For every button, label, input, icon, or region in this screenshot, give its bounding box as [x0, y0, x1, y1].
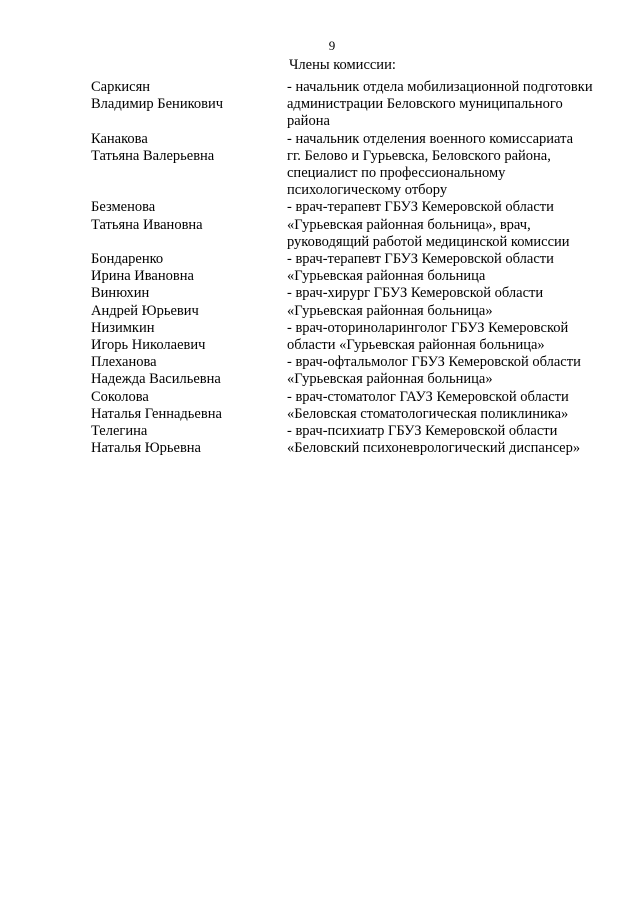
member-entry [91, 79, 626, 131]
members-list [91, 79, 626, 457]
member-name [91, 199, 287, 233]
member-name [91, 389, 287, 423]
role-line: - врач-офтальмолог ГБУЗ Кемеровской области [287, 354, 581, 371]
surname: Саркисян [91, 79, 151, 95]
member-role [287, 285, 626, 319]
member-name [91, 354, 287, 388]
member-name [91, 320, 287, 354]
member-entry [91, 354, 626, 388]
role-line: области «Гурьевская районная больница» [287, 337, 545, 354]
role-line: - начальник отдела мобилизационной подготовки [287, 79, 593, 95]
role-line: «Гурьевская районная больница [287, 268, 486, 285]
role-line: гг. Белово и Гурьевска, Беловского района, [287, 147, 551, 164]
member-role [287, 389, 626, 423]
role-line: - врач-оториноларинголог ГБУЗ Кемеровской [287, 319, 569, 336]
given-names: Владимир Беникович [91, 96, 224, 113]
given-names: Наталья Геннадьевна [91, 405, 222, 422]
member-role [287, 131, 626, 200]
given-names: Игорь Николаевич [91, 337, 206, 354]
given-names: Надежда Васильевна [91, 371, 221, 388]
member-name [91, 285, 287, 319]
given-names: Наталья Юрьевна [91, 440, 201, 457]
role-line: - врач-хирург ГБУЗ Кемеровской области [287, 285, 544, 302]
member-entry [91, 320, 626, 354]
member-entry [91, 423, 626, 457]
role-line: - врач-психиатр ГБУЗ Кемеровской области [287, 423, 558, 440]
member-role [287, 251, 626, 285]
member-name [91, 251, 287, 285]
surname: Плеханова [91, 354, 157, 371]
member-entry [91, 131, 626, 200]
role-line: «Гурьевская районная больница» [287, 302, 493, 319]
given-names: Ирина Ивановна [91, 268, 194, 285]
surname: Телегина [91, 423, 148, 440]
member-role [287, 354, 626, 388]
surname: Низимкин [91, 319, 155, 336]
role-line: администрации Беловского муниципального [287, 96, 563, 113]
role-line: - врач-терапевт ГБУЗ Кемеровской области [287, 251, 554, 268]
member-entry [91, 285, 626, 319]
surname: Безменова [91, 199, 156, 216]
role-line: «Беловский психоневрологический диспансер» [287, 440, 581, 457]
role-line: - врач-терапевт ГБУЗ Кемеровской области [287, 199, 554, 216]
given-names: Татьяна Валерьевна [91, 147, 215, 164]
role-line: - врач-стоматолог ГАУЗ Кемеровской области [287, 388, 569, 405]
given-names: Татьяна Ивановна [91, 216, 203, 233]
member-name [91, 131, 287, 165]
member-role [287, 320, 626, 354]
member-name [91, 79, 287, 113]
page-number: 9 [328, 38, 336, 53]
member-name [91, 423, 287, 457]
member-entry [91, 251, 626, 285]
given-names: Андрей Юрьевич [91, 302, 199, 319]
role-line: психологическому отбору [287, 182, 448, 199]
surname: Соколова [91, 388, 149, 405]
member-entry [91, 389, 626, 423]
surname: Винюхин [91, 285, 150, 302]
member-role [287, 79, 626, 131]
role-line: руководящий работой медицинской комиссии [287, 233, 570, 250]
member-entry [91, 199, 626, 251]
section-heading: Члены комиссии: [289, 57, 396, 73]
surname: Бондаренко [91, 251, 164, 268]
member-role [287, 199, 626, 251]
surname: Канакова [91, 130, 148, 147]
role-line: «Гурьевская районная больница» [287, 371, 493, 388]
role-line: района [287, 113, 330, 130]
member-role [287, 423, 626, 457]
role-line: - начальник отделения военного комиссариата [287, 130, 574, 147]
role-line: специалист по профессиональному [287, 165, 506, 182]
role-line: «Гурьевская районная больница», врач, [287, 216, 531, 233]
role-line: «Беловская стоматологическая поликлиника» [287, 405, 569, 422]
